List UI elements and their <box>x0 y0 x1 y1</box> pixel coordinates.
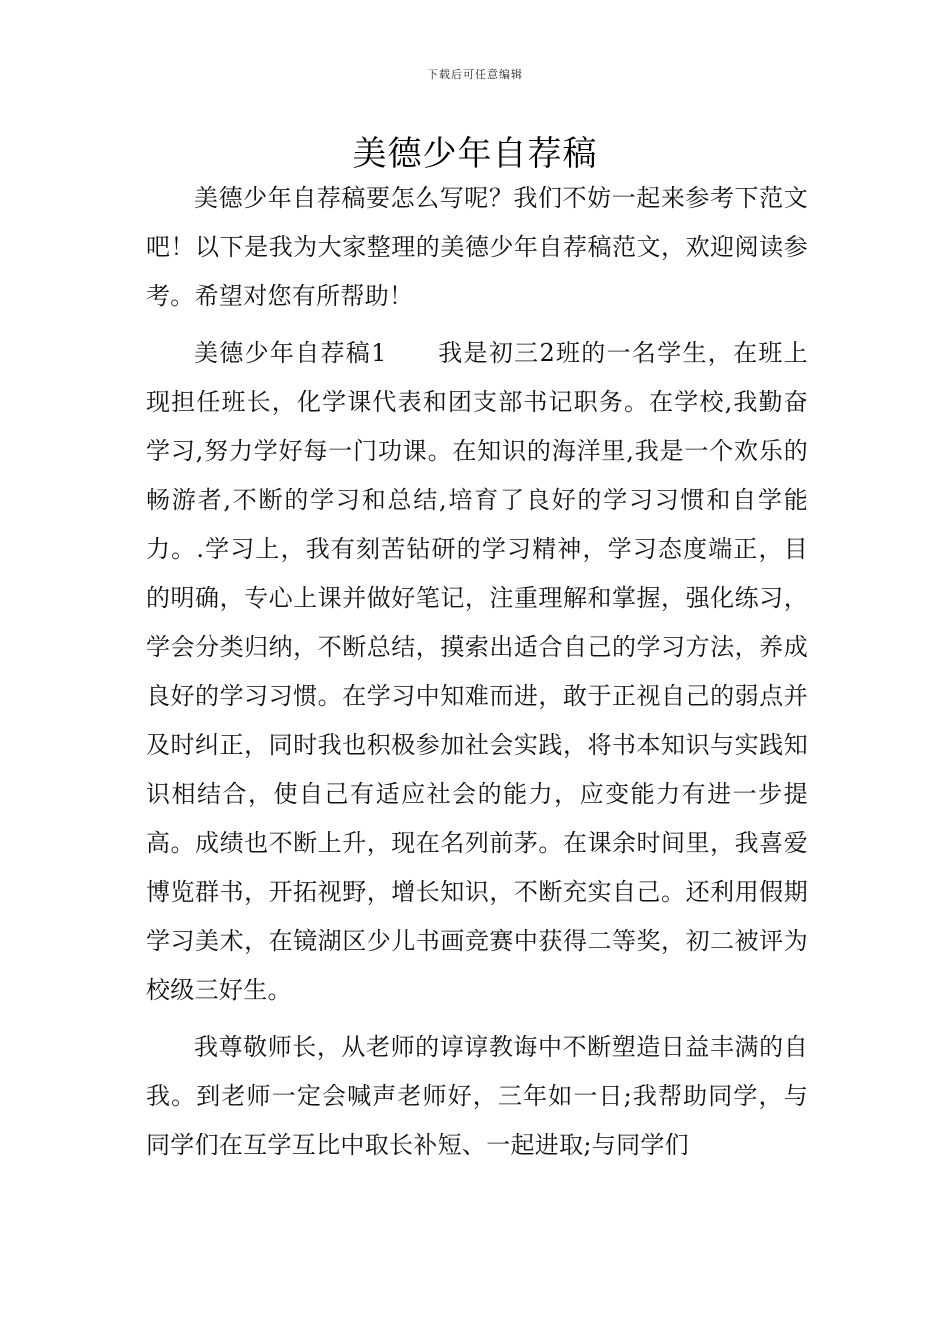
document-title: 美德少年自荐稿 <box>352 134 598 174</box>
paragraph-self-recommendation: 美德少年自荐稿1 我是初三2班的一名学生，在班上现担任班长，化学课代表和团支部书记职务。在学校,我勤奋学习,努力学好每一门功课。在知识的海洋里,我是一个欢乐的畅游者,不断的学习和总结,培育了良好的学习习惯和自学能力。.学习上，我有刻苦钻研的学习精神，学习态度端正，目的明确，专心上课并做好笔记，注重理解和掌握，强化练习，学会分类归纳，不断总结，摸索出适合自己的学习方法，养成良好的学习习惯。在学习中知难而进，敢于正视自己的弱点并及时纠正，同时我也积极参加社会实践，将书本知识与实践知识相结合，使自己有适应社会的能力，应变能力有进一步提高。成绩也不断上升，现在名列前茅。在课余时间里，我喜爱博览群书，开拓视野，增长知识，不断充实自己。还利用假期学习美术，在镜湖区少儿书画竞赛中获得二等奖，初二被评为校级三好生。 <box>146 339 808 1004</box>
document-body <box>146 174 808 1170</box>
paragraph-respect-teachers: 我尊敬师长，从老师的谆谆教诲中不断塑造日益丰满的自我。到老师一定会喊声老师好，三年如一日;我帮助同学，与同学们在互学互比中取长补短、一起进取;与同学们 <box>146 1033 808 1159</box>
header-note: 下载后可任意编辑 <box>427 68 523 81</box>
paragraph-intro: 美德少年自荐稿要怎么写呢？我们不妨一起来参考下范文吧！以下是我为大家整理的美德少年自荐稿范文，欢迎阅读参考。希望对您有所帮助！ <box>146 184 808 310</box>
